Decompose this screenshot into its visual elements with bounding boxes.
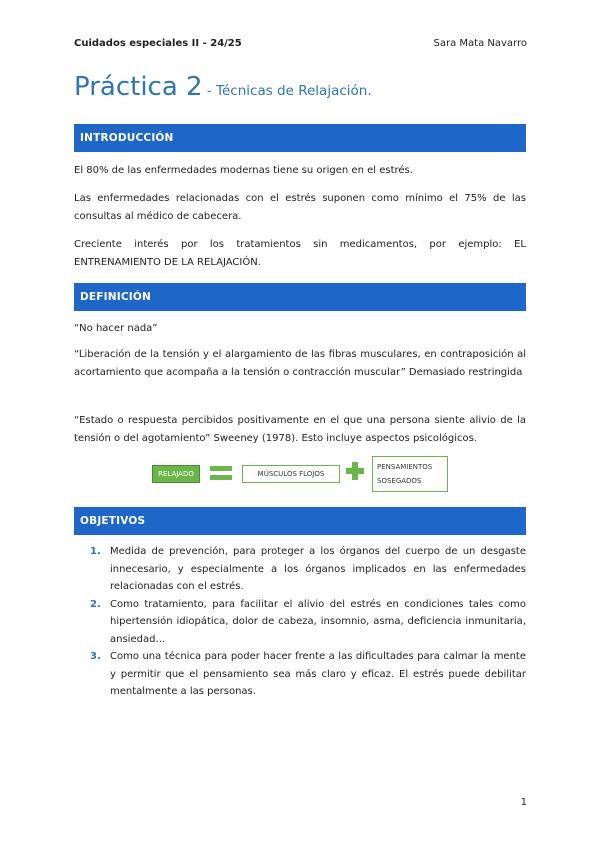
- intro-paragraph-1: El 80% de las enfermedades modernas tiene su origen en el estrés.: [74, 165, 413, 176]
- page-title: [74, 72, 372, 102]
- musculos-flojos-box: MÚSCULOS FLOJOS: [242, 465, 340, 483]
- list-item: [90, 596, 526, 649]
- intro-paragraph-2: Las enfermedades relacionadas con el estrés suponen como mínimo el 75% de las consultas al médico de cabecera.: [74, 193, 526, 222]
- intro-paragraph-3: Creciente interés por los tratamientos sin medicamentos, por ejemplo: EL ENTRENAMIENTO DE LA RELAJACIÓN.: [74, 239, 526, 268]
- definicion-paragraph-2: “Liberación de la tensión y el alargamiento de las fibras musculares, en contraposición al acortamiento que acompaña a la tensión o contracción muscular” Demasiado restringida: [74, 349, 526, 378]
- list-item-number: 2.: [90, 598, 101, 610]
- definicion-paragraph-1: “No hacer nada”: [74, 323, 158, 334]
- title-sub: - Técnicas de Relajación.: [202, 83, 372, 99]
- list-item-text: Medida de prevención, para proteger a los órganos del cuerpo de un desgaste innecesario, y especialmente a los órganos implicados en las enfermedades relacionadas con el estrés.: [110, 546, 526, 592]
- definicion-paragraph-3: “Estado o respuesta percibidos positivamente en el que una persona siente alivio de la tensión o del agotamiento” Sweeney (1978). Esto incluye aspectos psicológicos.: [74, 415, 526, 444]
- objetivos-list: [90, 543, 526, 701]
- pensamientos-line1: PENSAMIENTOS: [377, 463, 433, 471]
- page-number: 1: [520, 797, 527, 808]
- equals-icon: [210, 466, 232, 482]
- list-item: [90, 543, 526, 596]
- header-author: Sara Mata Navarro: [433, 38, 527, 49]
- section-heading-objetivos: OBJETIVOS: [74, 507, 526, 535]
- relajado-box: RELAJADO: [152, 465, 200, 483]
- section-heading-introduccion: INTRODUCCIÓN: [74, 124, 526, 152]
- list-item: [90, 648, 526, 701]
- header-course: Cuidados especiales II - 24/25: [74, 38, 242, 49]
- list-item-number: 3.: [90, 651, 101, 662]
- plus-icon: [346, 462, 364, 480]
- list-item-text: Como tratamiento, para facilitar el alivio del estrés en condiciones tales como hipertensión idiopática, dolor de cabeza, insomnio, asma, deficiencia inmunitaria, ansiedad…: [110, 598, 526, 645]
- relaxation-diagram: [150, 456, 450, 496]
- pensamientos-line2: SOSEGADOS: [377, 477, 422, 485]
- list-item-text: Como una técnica para poder hacer frente a las dificultades para calmar la mente y permitir que el pensamiento sea más claro y eficaz. El estrés puede debilitar mentalmente a las personas.: [110, 651, 526, 697]
- list-item-number: 1.: [90, 546, 101, 557]
- pensamientos-sosegados-box: [372, 456, 448, 492]
- section-heading-definicion: DEFINICIÓN: [74, 283, 526, 311]
- title-main: Práctica 2: [74, 72, 203, 102]
